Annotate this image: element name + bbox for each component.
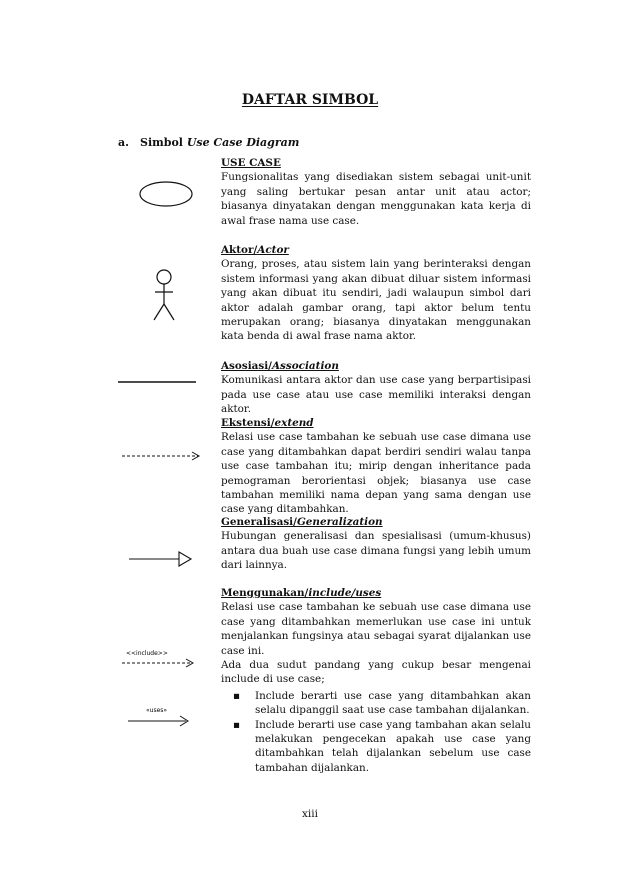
entry-heading-plain: Ekstensi/ bbox=[221, 417, 275, 429]
page-title: DAFTAR SIMBOL bbox=[241, 92, 379, 108]
generalization-arrow-icon bbox=[129, 551, 193, 567]
list-item-text: Include berarti use case yang ditambahkan akan selalu dipanggil saat use case tambahan dijalankan. bbox=[255, 689, 531, 717]
bullet-icon: ▪ bbox=[233, 689, 241, 702]
entry-body: Hubungan generalisasi dan spesialisasi (umum-khusus) antara dua buah use case dimana fungsi yang lebih umum dari lainnya. bbox=[221, 530, 531, 572]
section-title-italic: Use Case Diagram bbox=[186, 136, 300, 149]
entry-heading-italic: Generalization bbox=[296, 516, 383, 528]
entry-heading-italic: include/uses bbox=[308, 587, 382, 599]
dashed-arrow-icon bbox=[122, 450, 202, 462]
entry-heading-plain: Aktor/ bbox=[221, 244, 258, 256]
solid-line-icon bbox=[118, 380, 198, 384]
entry-body: Komunikasi antara aktor dan use case yang berpartisipasi pada use case atau use case memiliki interaksi dengan aktor. bbox=[221, 374, 531, 416]
entry-body-secondary: Ada dua sudut pandang yang cukup besar mengenai include di use case; bbox=[221, 659, 531, 686]
stick-figure-icon bbox=[150, 268, 180, 324]
entry-extend bbox=[221, 416, 531, 517]
section-label: a. bbox=[118, 136, 129, 149]
entry-heading bbox=[221, 243, 531, 257]
entry-heading-plain: Generalisasi/ bbox=[221, 516, 297, 528]
entry-body: Fungsionalitas yang disediakan sistem sebagai unit-unit yang saling bertukar pesan antar unit atau actor; biasanya dinyatakan dengan menggunakan kata kerja di awal frase nama use case. bbox=[221, 171, 531, 227]
list-item bbox=[233, 718, 531, 776]
entry-actor bbox=[221, 243, 531, 344]
bullet-icon: ▪ bbox=[233, 718, 241, 731]
entry-body: Orang, proses, atau sistem lain yang berinteraksi dengan sistem informasi yang akan dibuat diluar sistem informasi yang akan dibuat itu sendiri, jadi walaupun simbol dari aktor adalah gambar orang, tapi aktor belum tentu merupakan orang; biasanya dinyatakan menggunakan kata benda di awal frase nama aktor. bbox=[221, 258, 531, 343]
uses-label: «uses» bbox=[146, 707, 168, 714]
section-heading bbox=[118, 136, 299, 149]
entry-association bbox=[221, 359, 531, 417]
include-label: <<include>> bbox=[126, 650, 168, 657]
entry-heading bbox=[221, 156, 531, 170]
page-number: xiii bbox=[302, 808, 318, 820]
entry-heading-italic: Association bbox=[271, 360, 339, 372]
entry-bullet-list bbox=[221, 689, 531, 775]
entry-use-case bbox=[221, 156, 531, 228]
entry-heading bbox=[221, 359, 531, 373]
list-item-text: Include berarti use case yang tambahan akan selalu melakukan pengecekan apakah use case yang ditambahkan telah dijalankan sebelum use case tambahan dijalankan. bbox=[255, 718, 531, 774]
section-title-plain: Simbol bbox=[140, 136, 187, 149]
oval-icon bbox=[138, 180, 196, 210]
entry-heading bbox=[221, 515, 531, 529]
entry-body: Relasi use case tambahan ke sebuah use case dimana use case yang ditambahkan dapat berdiri sendiri walau tanpa use case tambahan itu; mirip dengan inheritance pada pemograman berorientasi objek; biasanya use case tambahan memiliki nama depan yang sama dengan use case yang ditambahkan. bbox=[221, 431, 531, 516]
entry-heading bbox=[221, 416, 531, 430]
entry-include-uses bbox=[221, 586, 531, 775]
entry-heading-italic: Actor bbox=[257, 244, 289, 256]
entry-generalization bbox=[221, 515, 531, 573]
entry-heading-italic: extend bbox=[274, 417, 314, 429]
list-item bbox=[233, 689, 531, 718]
entry-body: Relasi use case tambahan ke sebuah use case dimana use case yang ditambahkan memerlukan use case ini untuk menjalankan fungsinya atau sebagai syarat dijalankan use case ini. bbox=[221, 601, 531, 657]
uses-arrow-icon bbox=[128, 706, 198, 728]
entry-heading-plain: Menggunakan/ bbox=[221, 587, 309, 599]
entry-heading bbox=[221, 586, 531, 600]
entry-heading-plain: USE CASE bbox=[221, 157, 281, 169]
include-arrow-icon bbox=[122, 650, 197, 670]
entry-heading-plain: Asosiasi/ bbox=[221, 360, 272, 372]
